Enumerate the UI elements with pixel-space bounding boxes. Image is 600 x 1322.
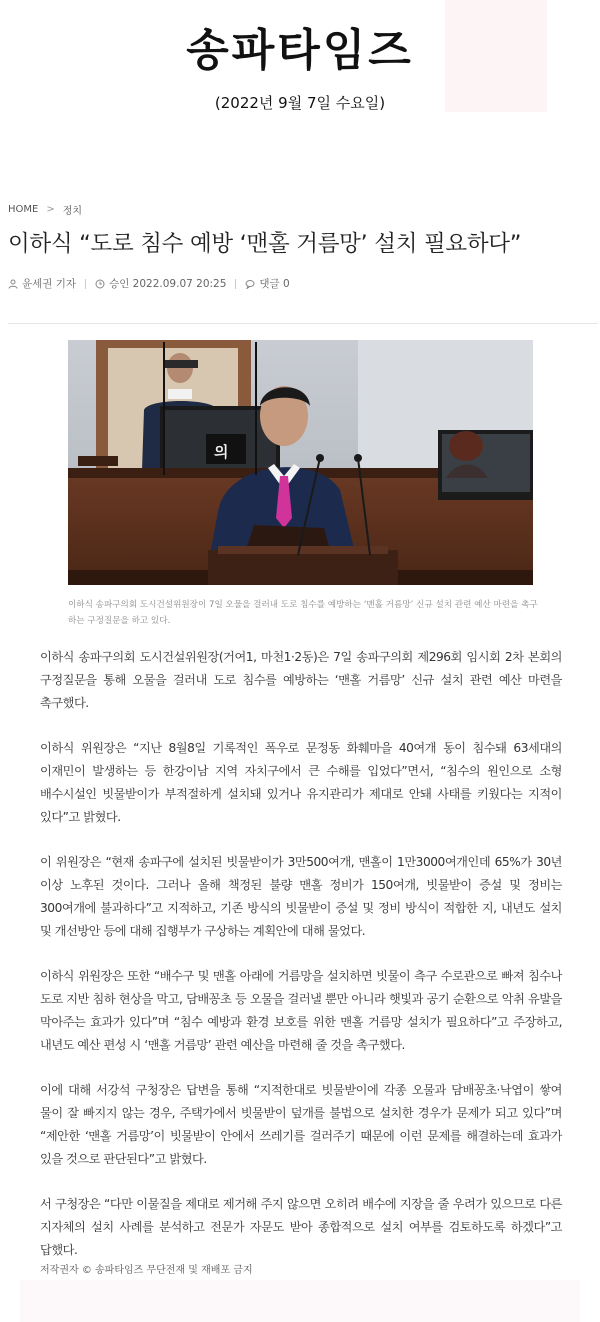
meta-divider	[235, 279, 236, 289]
chevron-right-icon: >	[46, 204, 55, 215]
person-icon	[8, 279, 18, 289]
article-meta	[8, 276, 290, 291]
comment-icon	[245, 279, 255, 289]
article-photo	[68, 340, 533, 585]
article-body	[40, 646, 562, 1284]
article-paragraph: 이하식 위원장은 또한 “배수구 및 맨홀 아래에 거름망을 설치하면 빗물이 측구 수로관으로 빠져 침수나 도로 지반 침하 현상을 막고, 담배꽁초 등 오물을 걸러낼 뿐만 아니라 햇빛과 공기 순환으로 악취 유발을 막아주는 효과가 있다”며 “침수 예방과 환경 보호를 위한 맨홀 거름망 설치가 필요하다”고 주장하고, 내년도 예산 편성 시 ‘맨홀 거름망’ 관련 예산을 마련해 줄 것을 촉구했다.	[40, 969, 562, 1052]
article-headline: 이하식 “도로 침수 예방 ‘맨홀 거름망’ 설치 필요하다”	[8, 231, 522, 257]
clock-icon	[95, 279, 105, 289]
council-photo-illustration	[68, 340, 533, 585]
nameplate-label: 의	[214, 443, 229, 461]
approved-info	[95, 276, 226, 291]
article-paragraph: 이하식 위원장은 “지난 8월8일 기록적인 폭우로 문정동 화훼마을 40여개 동이 침수돼 63세대의 이재민이 발생하는 등 한강이남 지역 자치구에서 큰 수해를 입었다”면서, “침수의 원인으로 소형 배수시설인 빗물받이가 부적절하게 설치돼 있거나 유지관리가 제대로 안돼 사태를 키웠다는 지적이 있다”고 밝혔다.	[40, 741, 562, 824]
comment-info[interactable]	[245, 276, 289, 291]
article-paragraph: 이에 대해 서강석 구청장은 답변을 통해 “지적한대로 빗물받이에 각종 오물과 담배꽁초·낙엽이 쌓여 물이 잘 빠지지 않는 경우, 주택가에서 빗물받이 덮개를 불법으로 설치한 경우가 문제가 되고 있다”며 “제안한 ‘맨홀 거름망’이 빗물받이 안에서 쓰레기를 걸러주기 때문에 이런 문제를 해결하는데 효과가 있을 것으로 판단된다”고 밝혔다.	[40, 1083, 562, 1166]
footer-tint	[20, 1280, 580, 1322]
author-name[interactable]: 윤세권 기자	[22, 278, 77, 290]
copyright-notice: 저작권자 © 송파타임즈 무단전재 및 재배포 금지	[40, 1265, 253, 1276]
breadcrumb	[8, 202, 82, 217]
photo-caption: 이하식 송파구의회 도시건설위원장이 7일 오물을 걸러내 도로 침수를 예방하는 ‘맨홀 거름망’ 신규 설치 관련 예산 마련을 촉구하는 구정질문을 하고 있다.	[68, 600, 538, 626]
site-logo[interactable]: 송파타임즈	[186, 25, 414, 76]
article-paragraph: 서 구청장은 “다만 이물질을 제대로 제거해 주지 않으면 오히려 배수에 지장을 줄 우려가 있으므로 다른 지자체의 설치 사례를 분석하고 전문가 자문도 받아 종합적으로 설치 여부를 검토하도록 하겠다”고 답했다.	[40, 1197, 562, 1257]
author-info	[8, 276, 76, 291]
breadcrumb-section[interactable]: 정치	[62, 206, 83, 217]
breadcrumb-home[interactable]: HOME	[8, 204, 39, 215]
masthead	[0, 0, 600, 120]
article-paragraph: 이 위원장은 “현재 송파구에 설치된 빗물받이가 3만500여개, 맨홀이 1만3000여개인데 65%가 30년 이상 노후된 것이다. 그러나 올해 책정된 불량 맨홀 정비가 150여개, 빗물받이 증설 및 정비는 300여개에 불과하다”고 지적하고, 기존 방식의 빗물받이 증설 및 정비 방식이 적합한 지, 내년도 설치 및 개선방안 등에 대해 집행부가 구상하는 계획안에 대해 물었다.	[40, 855, 562, 938]
approved-time: 승인 2022.09.07 20:25	[109, 278, 227, 290]
article-paragraph: 이하식 송파구의회 도시건설위원장(거여1, 마천1·2동)은 7일 송파구의회 제296회 임시회 2차 본회의 구정질문을 통해 오물을 걸러내 도로 침수를 예방하는 ‘맨홀 거름망’ 신규 설치 관련 예산 마련을 촉구했다.	[40, 650, 562, 710]
issue-date: (2022년 9월 7일 수요일)	[214, 94, 386, 112]
header-divider	[8, 323, 598, 324]
comment-count[interactable]: 댓글 0	[259, 278, 290, 290]
meta-divider	[85, 279, 86, 289]
